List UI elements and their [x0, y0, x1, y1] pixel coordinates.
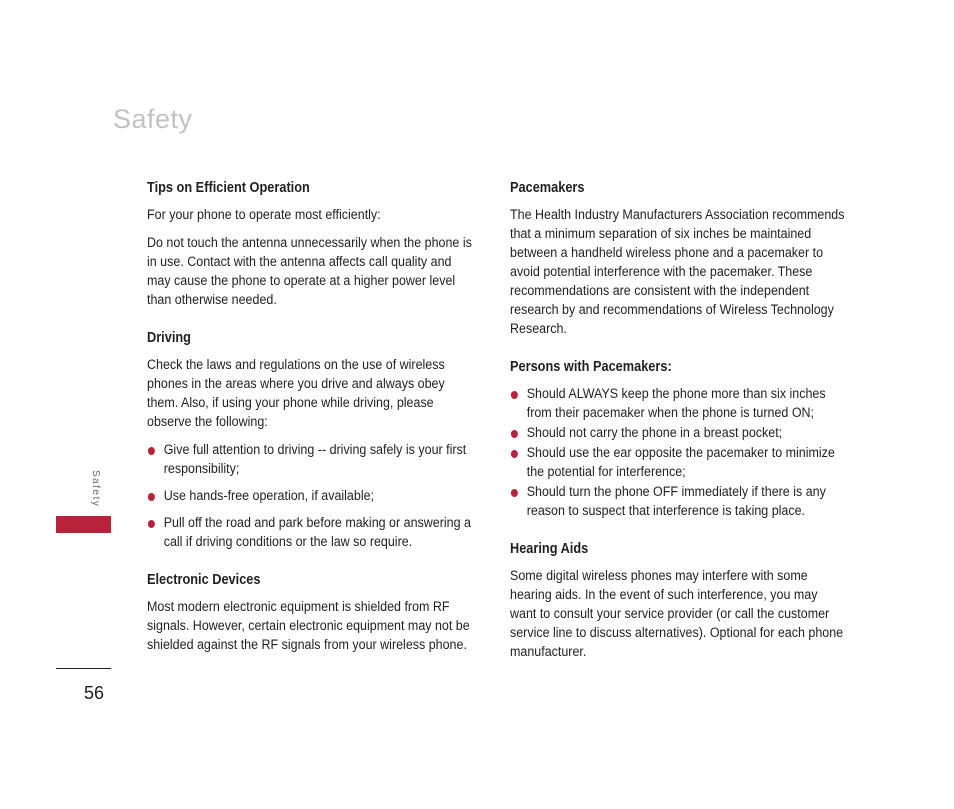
paragraph: Check the laws and regulations on the use of wireless phones in the areas where you drive and always obey them. Also, if using your phone while driving, please observe the following: — [147, 357, 445, 430]
list-item — [510, 385, 845, 423]
left-column — [147, 178, 478, 673]
list-item-text: Give full attention to driving -- driving safely is your first responsibility; — [163, 442, 467, 477]
bullet-icon — [148, 493, 155, 501]
list-item-text: Should turn the phone OFF immediately if there is any reason to suspect that interference is taking place. — [526, 484, 826, 519]
page-number: 56 — [84, 683, 105, 703]
bullet-icon — [511, 430, 518, 438]
section-persons-with-pacemakers — [510, 357, 845, 521]
paragraph: The Health Industry Manufacturers Association recommends that a minimum separation of six inches be maintained between a handheld wireless phone and a pacemaker to avoid potential interference with the pacemaker. These recommendations are consistent with the independent research by and recommendations of Wireless Technology Research. — [510, 207, 845, 337]
bullet-list — [510, 385, 845, 521]
section-efficient-operation — [147, 178, 478, 310]
section-pacemakers — [510, 178, 845, 339]
side-tab-marker — [56, 516, 111, 533]
list-item — [510, 483, 845, 521]
footer-divider — [56, 668, 111, 669]
list-item-text: Pull off the road and park before making or answering a call if driving conditions or the law so require. — [163, 515, 471, 550]
list-item-text: Use hands-free operation, if available; — [163, 488, 375, 504]
section-hearing-aids — [510, 539, 845, 662]
list-item-text: Should ALWAYS keep the phone more than six inches from their pacemaker when the phone is turned ON; — [526, 386, 826, 421]
section-heading: Tips on Efficient Operation — [147, 180, 310, 196]
list-item — [510, 444, 845, 482]
list-item — [510, 424, 845, 443]
paragraph: Some digital wireless phones may interfere with some hearing aids. In the event of such interference, you may want to consult your service provider (or call the customer service line to discuss alternatives). Optional for each phone manufacturer. — [510, 568, 844, 660]
list-item — [147, 441, 478, 479]
page-title: Safety — [113, 104, 193, 134]
paragraph: For your phone to operate most efficiently: — [147, 207, 381, 223]
list-item — [147, 514, 478, 552]
list-item-text: Should use the ear opposite the pacemaker to minimize the potential for interference; — [526, 445, 835, 480]
bullet-list — [147, 441, 478, 552]
side-tab-label: Safety — [90, 470, 101, 508]
section-heading: Driving — [147, 330, 191, 346]
list-item-text: Should not carry the phone in a breast pocket; — [526, 425, 783, 441]
paragraph: Most modern electronic equipment is shielded from RF signals. However, certain electronic equipment may not be shielded against the RF signals from your wireless phone. — [147, 599, 470, 653]
bullet-icon — [511, 391, 518, 399]
paragraph: Do not touch the antenna unnecessarily when the phone is in use. Contact with the antenna affects call quality and may cause the phone to operate at a higher power level than otherwise needed. — [147, 235, 472, 308]
bullet-icon — [511, 450, 518, 458]
section-heading: Hearing Aids — [510, 541, 589, 557]
bullet-icon — [148, 447, 155, 455]
bullet-icon — [511, 489, 518, 497]
right-column — [510, 178, 845, 680]
section-heading: Pacemakers — [510, 180, 585, 196]
section-electronic-devices — [147, 570, 478, 655]
section-heading: Persons with Pacemakers: — [510, 359, 672, 375]
section-heading: Electronic Devices — [147, 572, 261, 588]
section-driving — [147, 328, 478, 552]
bullet-icon — [148, 520, 155, 528]
list-item — [147, 487, 478, 506]
